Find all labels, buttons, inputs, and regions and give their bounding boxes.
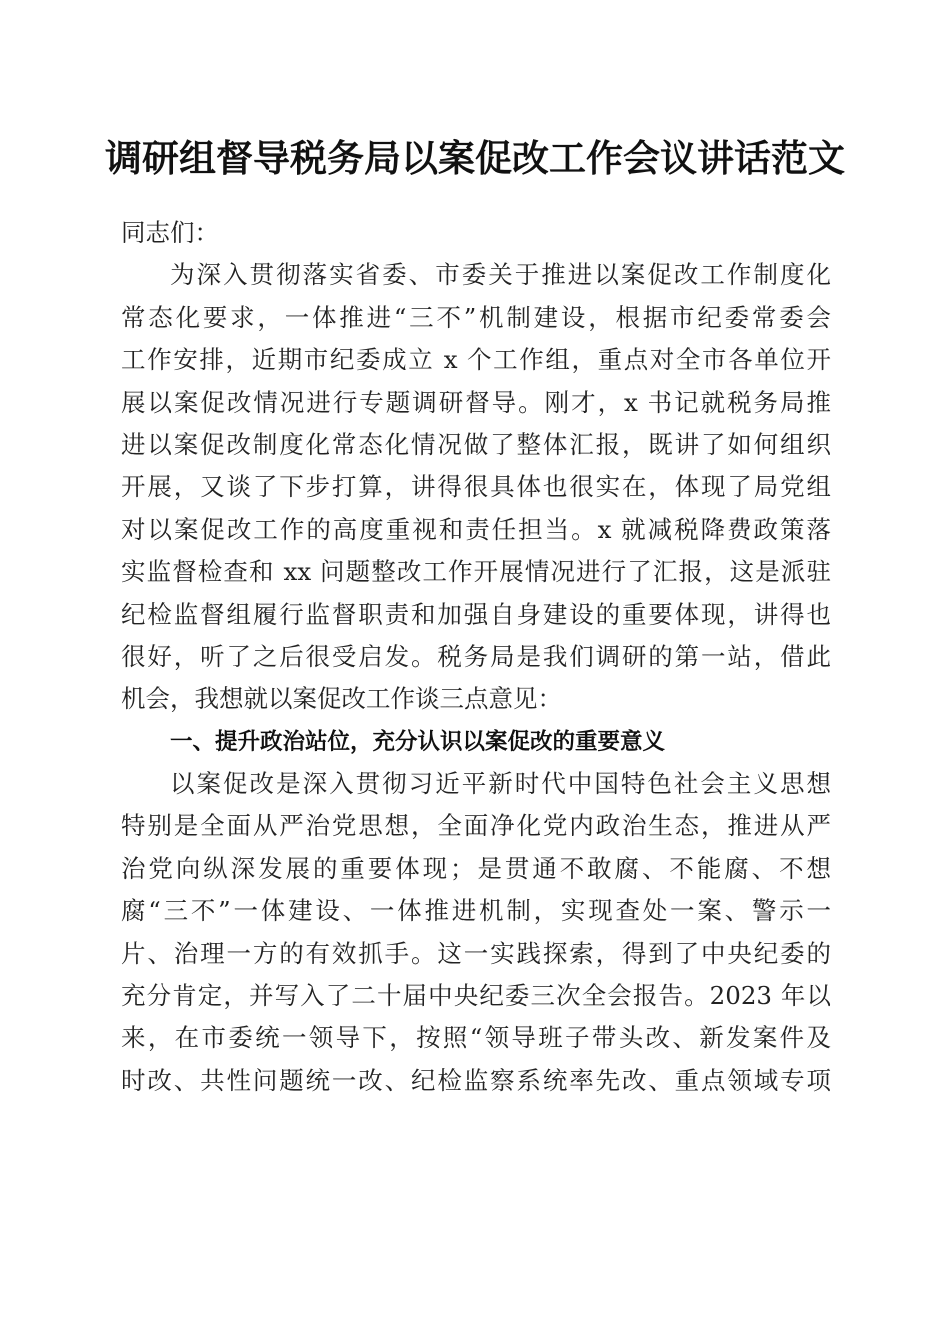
paragraph-line: 时改、共性问题统一改、纪检监察系统率先改、重点领域专项 xyxy=(121,1065,831,1095)
paragraph-line: 治党向纵深发展的重要体现；是贯通不敢腐、不能腐、不想 xyxy=(121,853,831,883)
paragraph-line: 实监督检查和 xx 问题整改工作开展情况进行了汇报，这是派驻 xyxy=(121,557,831,587)
document-body xyxy=(121,212,831,1102)
paragraph-line: 纪检监督组履行监督职责和加强自身建设的重要体现，讲得也 xyxy=(121,599,831,629)
paragraph-line: 展以案促改情况进行专题调研督导。刚才，x 书记就税务局推 xyxy=(121,387,831,417)
paragraph-line: 特别是全面从严治党思想，全面净化党内政治生态，推进从严 xyxy=(121,811,831,841)
paragraph-line: 进以案促改制度化常态化情况做了整体汇报，既讲了如何组织 xyxy=(121,429,831,459)
section-heading: 一、提升政治站位，充分认识以案促改的重要意义 xyxy=(170,728,666,755)
paragraph-line: 腐“三不”一体建设、一体推进机制，实现查处一案、警示一 xyxy=(121,896,831,926)
paragraph-line: 机会，我想就以案促改工作谈三点意见： xyxy=(121,684,562,714)
document-title: 调研组督导税务局以案促改工作会议讲话范文 xyxy=(105,136,845,180)
paragraph-line: 片、治理一方的有效抓手。这一实践探索，得到了中央纪委的 xyxy=(121,938,831,968)
paragraph-line: 常态化要求，一体推进“三不”机制建设，根据市纪委常委会 xyxy=(121,302,831,332)
paragraph-line: 来，在市委统一领导下，按照“领导班子带头改、新发案件及 xyxy=(121,1023,831,1053)
paragraph-line: 充分肯定，并写入了二十届中央纪委三次全会报告。2023 年以 xyxy=(121,981,831,1011)
paragraph-line: 开展，又谈了下步打算，讲得很具体也很实在，体现了局党组 xyxy=(121,472,831,502)
paragraph-line: 很好，听了之后很受启发。税务局是我们调研的第一站，借此 xyxy=(121,641,831,671)
salutation: 同志们： xyxy=(121,218,219,247)
paragraph-line: 对以案促改工作的高度重视和责任担当。x 就减税降费政策落 xyxy=(121,514,831,544)
paragraph-line: 工作安排，近期市纪委成立 x 个工作组，重点对全市各单位开 xyxy=(121,345,831,375)
paragraph-line: 以案促改是深入贯彻习近平新时代中国特色社会主义思想 xyxy=(170,769,831,799)
paragraph-line: 为深入贯彻落实省委、市委关于推进以案促改工作制度化 xyxy=(170,260,831,290)
